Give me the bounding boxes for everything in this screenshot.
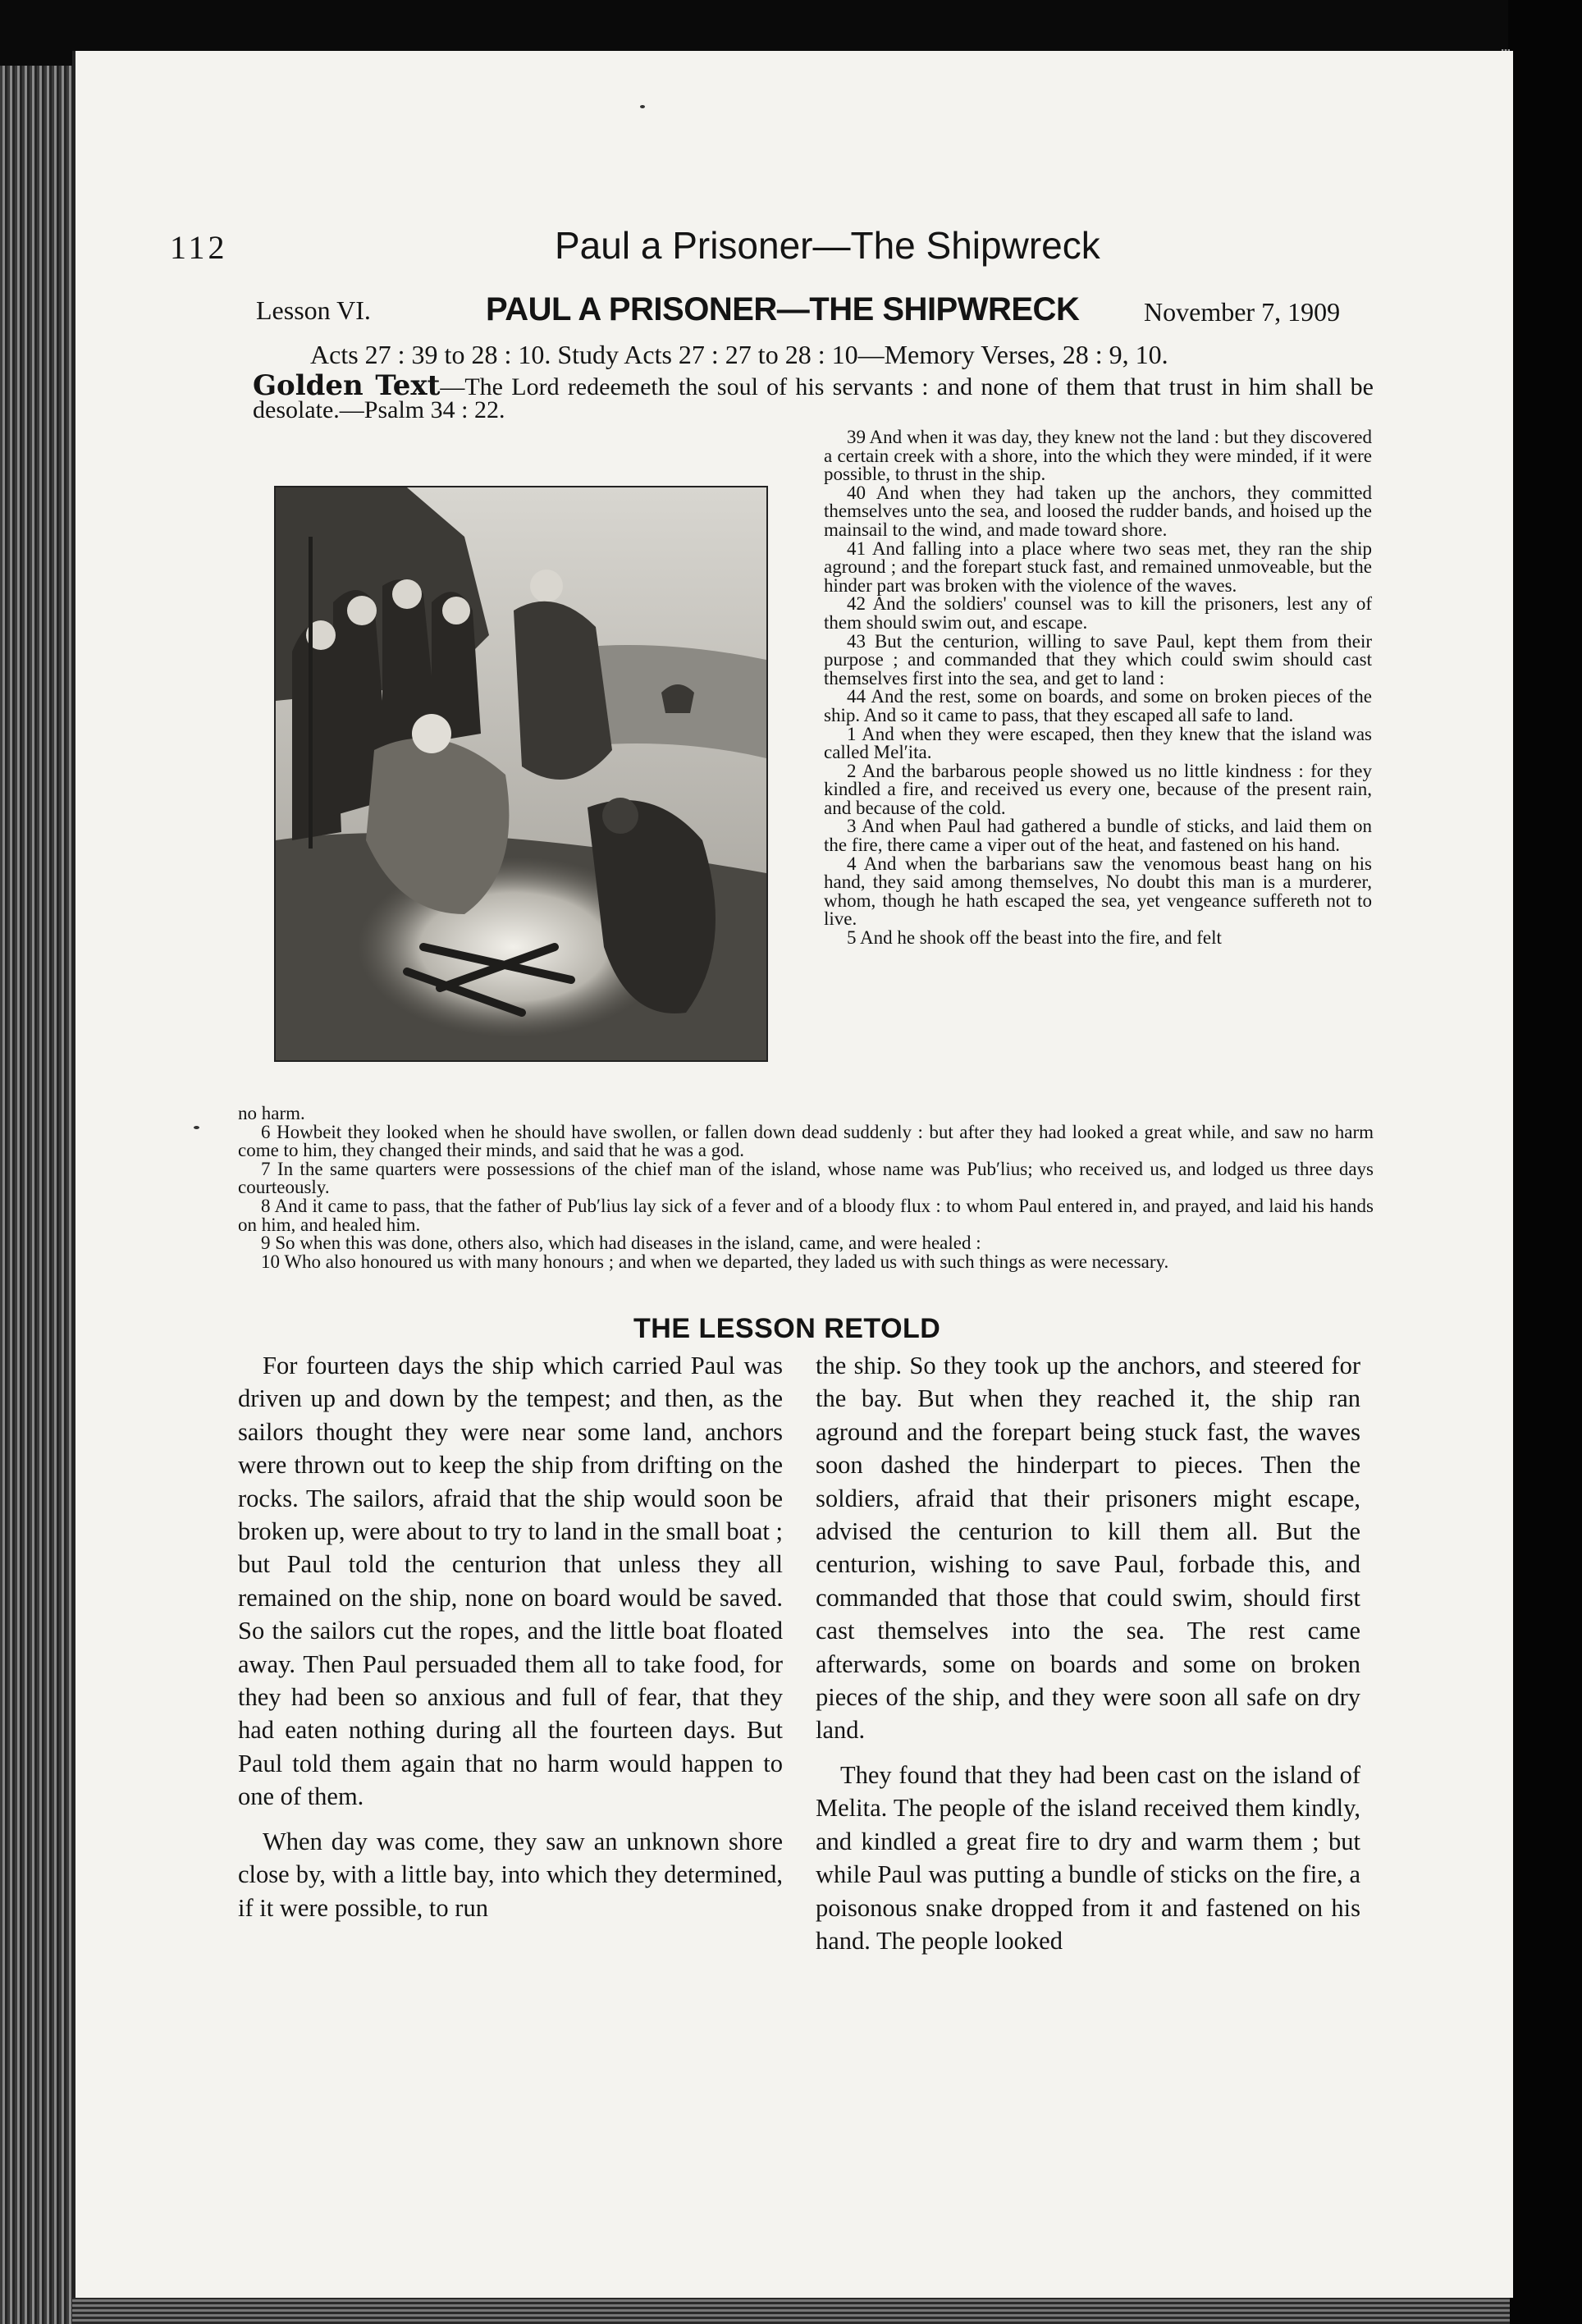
verse: 3 And when Paul had gathered a bundle of sticks, and laid them on the fire, there came a viper out of the heat, and fastened on his hand. — [824, 816, 1372, 856]
shipwreck-illustration — [274, 486, 768, 1062]
verse: 9 So when this was done, others also, which had diseases in the island, came, and were healed : — [261, 1233, 981, 1254]
scan-speck — [194, 1126, 199, 1129]
verse: 1 And when they were escaped, then they knew that the island was called Melʹita. — [824, 723, 1372, 763]
scripture-verses-full-width — [238, 1105, 1374, 1271]
verse: 6 Howbeit they looked when he should have swollen, or fallen down dead suddenly : but after they had looked a great while, and saw no harm come to him, they changed their minds, and said that he was a god. — [238, 1121, 1374, 1161]
verse: 8 And it came to pass, that the father of Pubʹlius lay sick of a fever and of a bloody flux : to whom Paul entered in, and prayed, and laid his hands on him, and healed him. — [238, 1195, 1374, 1235]
scripture-reference: Acts 27 : 39 to 28 : 10. Study Acts 27 : 27 to 28 : 10—Memory Verses, 28 : 9, 10. — [310, 340, 1168, 369]
verse: 42 And the soldiers' counsel was to kill the prisoners, lest any of them should swim out, and escape. — [824, 593, 1372, 633]
verse: 41 And falling into a place where two seas met, they ran the ship aground ; and the forepart stuck fast, and remained unmoveable, but the hinder part was broken with the violence of the waves. — [824, 538, 1372, 596]
verse: 10 Who also honoured us with many honours ; and when we departed, they laded us with such things as were necessary. — [261, 1251, 1169, 1272]
book-spine-edge — [0, 66, 75, 2324]
running-title: Paul a Prisoner—The Shipwreck — [555, 224, 1100, 267]
golden-text — [253, 369, 1374, 423]
scan-background — [1508, 0, 1582, 2324]
verse: 43 But the centurion, willing to save Paul, kept them from their purpose ; and commanded that they which could swim should cast themselves first into the sea, and get to land : — [824, 630, 1372, 689]
verse: 44 And the rest, some on boards, and some on broken pieces of the ship. And so it came to pass, that they escaped all safe to land. — [824, 686, 1372, 725]
verse: 7 In the same quarters were possessions of the chief man of the island, whose name was Pubʹlius; who received us, and lodged us three days courteously. — [238, 1158, 1374, 1198]
lesson-date: November 7, 1909 — [1144, 297, 1341, 327]
lesson-retold-heading: THE LESSON RETOLD — [633, 1313, 941, 1344]
retold-paragraph: They found that they had been cast on the island of Melita. The people of the island received them kindly, and kindled a great fire to dry and warm them ; but while Paul was putting a bundle of sticks on the fire, a poisonous snake dropped from it and fastened on his hand. The people looked — [816, 1760, 1360, 1955]
verse: 4 And when the barbarians saw the venomous beast hang on his hand, they said among themselves, No doubt this man is a murderer, whom, though he hath escaped the sea, yet vengeance suffereth not to live. — [824, 853, 1372, 930]
page-number: 112 — [170, 229, 228, 266]
verse: 2 And the barbarous people showed us no little kindness : for they kindled a fire, and received us every one, because of the present rain, and because of the cold. — [824, 760, 1372, 818]
golden-text-label: Golden Text — [253, 369, 441, 402]
verse: 5 And he shook off the beast into the fire, and felt — [847, 927, 1222, 949]
retold-paragraph: When day was come, they saw an unknown shore close by, with a little bay, into which they determined, if it were possible, to run — [238, 1827, 783, 1922]
verse: 40 And when they had taken up the anchors, they committed themselves unto the sea, and loosed the rudder bands, and hoised up the mainsail to the wind, and made toward shore. — [824, 482, 1372, 540]
lesson-title: PAUL A PRISONER—THE SHIPWRECK — [486, 291, 1080, 327]
lesson-number: Lesson VI. — [256, 295, 371, 325]
retold-paragraph: For fourteen days the ship which carried Paul was driven up and down by the tempest; and then, as the sailors thought they were near some land, anchors were thrown out to keep the ship from drifting on the rocks. The sailors, afraid that the ship would soon be broken up, were about to try to land in the small boat ; but Paul told the centurion that unless they all remained on the ship, none on board would be saved. So the sailors cut the ropes, and the little boat floated away. Then Paul persuaded them all to take food, for they had been so anxious and full of fear, that they had eaten nothing during all the fourteen days. But Paul told them again that no harm would happen to one of them. — [238, 1352, 783, 1811]
verse: no harm. — [238, 1103, 305, 1123]
scripture-verses-right — [824, 428, 1372, 948]
retold-paragraph: the ship. So they took up the anchors, and steered for the bay. But when they reached it, the ship ran aground and the forepart being stuck fast, the waves soon dashed the hinderpart to pieces. Then the soldiers, afraid that their prisoners might escape, advised the centurion to kill them all. But the centurion, wishing to save Paul, forbade this, and commanded that those that could swim, should first cast themselves into the sea. The rest came afterwards, some on boards and some on broken pieces of the ship, and they were soon all safe on dry land. — [816, 1352, 1360, 1745]
retold-column-left — [238, 1349, 783, 1936]
golden-text-body: —The Lord redeemeth the soul of his servants : and none of them that trust in him shall be desolate.—Psalm 34 : 22. — [253, 373, 1374, 423]
retold-column-right — [816, 1349, 1360, 1969]
fire-on-shore-engraving — [276, 487, 766, 1060]
page-stack-bottom — [72, 2298, 1510, 2324]
scan-speck — [640, 105, 645, 108]
verse: 39 And when it was day, they knew not the land : but they discovered a certain creek with a shore, into the which they were minded, if it were possible, to thrust in the ship. — [824, 427, 1372, 485]
